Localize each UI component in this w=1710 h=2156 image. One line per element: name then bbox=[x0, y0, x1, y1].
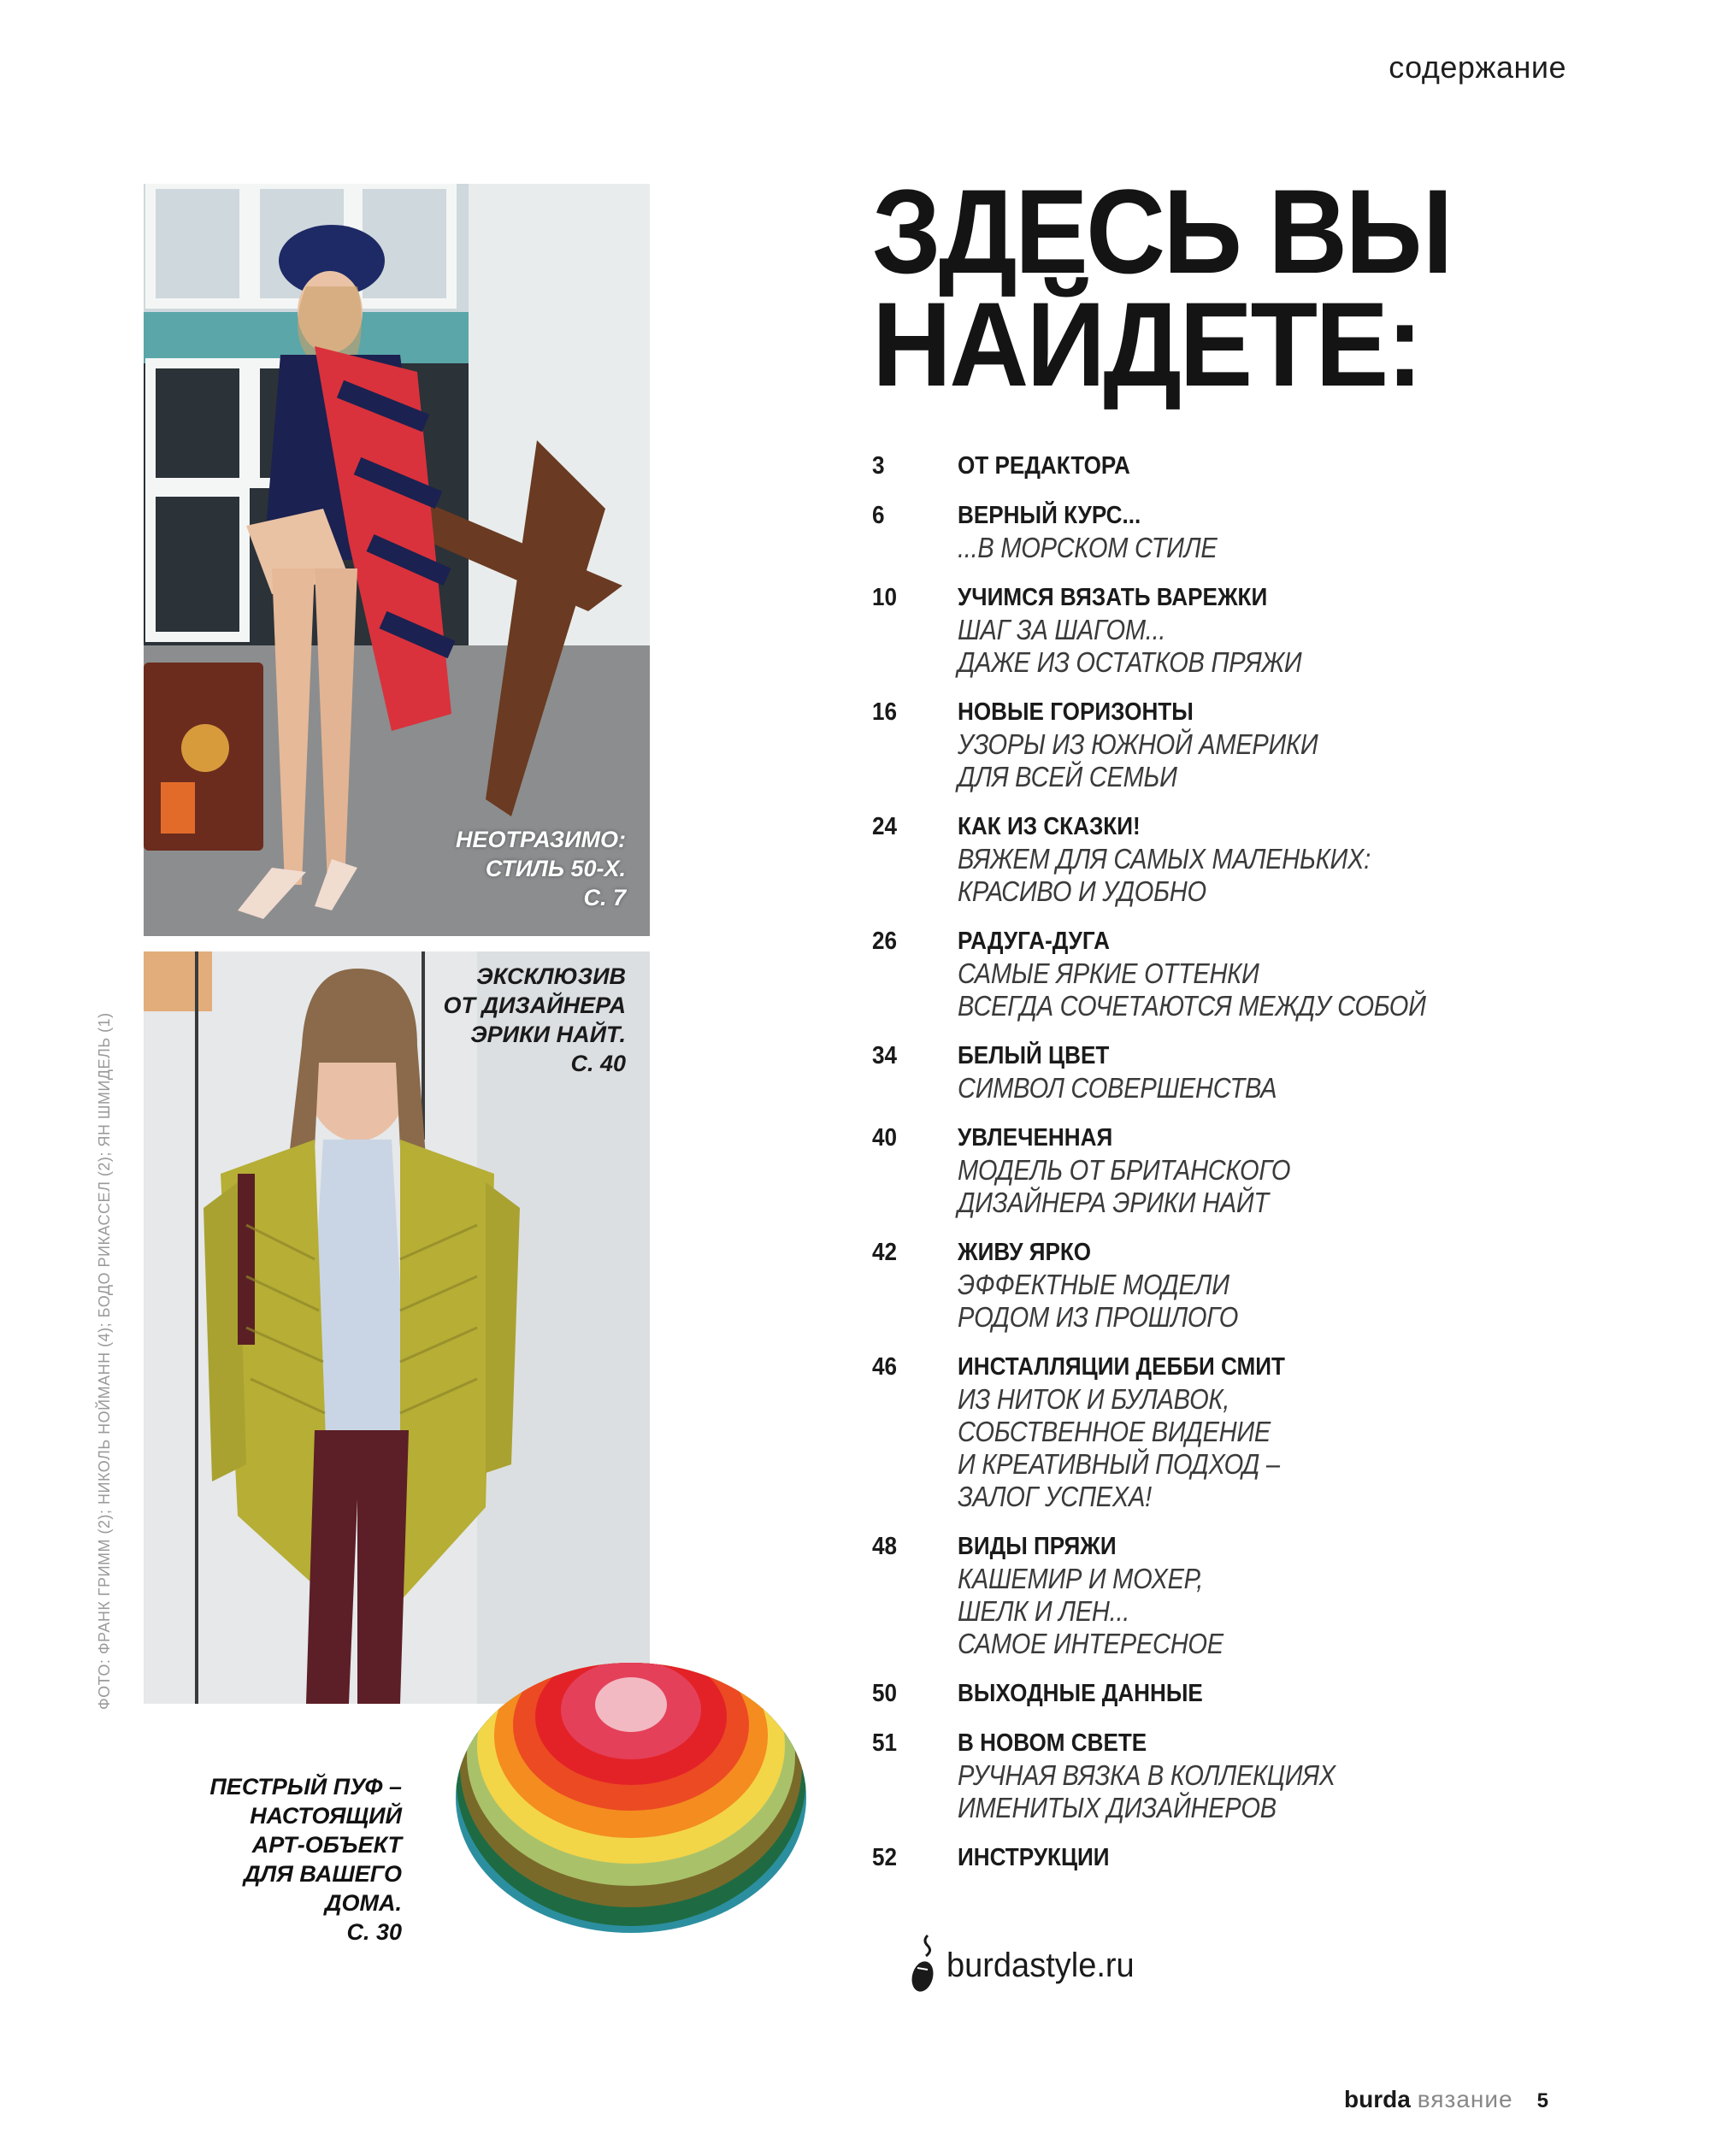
toc-subtitle: ВЯЖЕМ ДЛЯ САМЫХ МАЛЕНЬКИХ: bbox=[958, 843, 1371, 875]
toc-entry-body bbox=[958, 581, 1642, 679]
caption-page-ref: С. 7 bbox=[583, 885, 626, 910]
toc-entry-body bbox=[958, 1122, 1642, 1219]
toc-title: ИНСТАЛЛЯЦИИ ДЕББИ СМИТ bbox=[958, 1353, 1285, 1381]
toc-item[interactable] bbox=[872, 1677, 1642, 1710]
toc-subtitle: И КРЕАТИВНЫЙ ПОДХОД – bbox=[958, 1448, 1280, 1480]
photo-woman-beret-scarf bbox=[144, 184, 650, 936]
photo-woman-green-cardigan bbox=[144, 951, 650, 1704]
toc-page-number: 3 bbox=[872, 452, 885, 480]
toc-title: РАДУГА-ДУГА bbox=[958, 928, 1110, 955]
page-title bbox=[872, 164, 1451, 411]
caption-page-ref: С. 40 bbox=[570, 1051, 626, 1076]
toc-subtitle: ИЗ НИТОК И БУЛАВОК, bbox=[958, 1383, 1230, 1415]
toc-entry-body bbox=[958, 450, 1642, 482]
toc-item[interactable] bbox=[872, 581, 1642, 679]
toc-subtitle: ИМЕНИТЫХ ДИЗАЙНЕРОВ bbox=[958, 1792, 1277, 1823]
toc-entry-body bbox=[958, 810, 1642, 908]
toc-title: В НОВОМ СВЕТЕ bbox=[958, 1729, 1147, 1757]
caption-line: ЭРИКИ НАЙТ. bbox=[470, 1022, 626, 1047]
toc-page-number: 52 bbox=[872, 1844, 898, 1871]
toc-title: УВЛЕЧЕННАЯ bbox=[958, 1124, 1113, 1152]
toc-page-number: 34 bbox=[872, 1042, 898, 1069]
toc-page-number: 51 bbox=[872, 1729, 898, 1757]
toc-entry-body bbox=[958, 1530, 1642, 1660]
pouf-illustration bbox=[451, 1657, 811, 1935]
toc-subtitle: РУЧНАЯ ВЯЗКА В КОЛЛЕКЦИЯХ bbox=[958, 1759, 1336, 1791]
toc-page-number: 40 bbox=[872, 1124, 898, 1152]
caption-line: АРТ-ОБЪЕКТ bbox=[251, 1832, 402, 1858]
toc-title: ВЕРНЫЙ КУРС... bbox=[958, 502, 1141, 529]
section-label: содержание bbox=[1389, 50, 1566, 85]
toc-item[interactable] bbox=[872, 450, 1642, 482]
toc-subtitle: ДЛЯ ВСЕЙ СЕМЬИ bbox=[958, 761, 1177, 792]
toc-page-number: 10 bbox=[872, 584, 898, 611]
photo-illustration bbox=[144, 184, 650, 936]
page-number: 5 bbox=[1536, 2089, 1548, 2112]
toc-title: ИНСТРУКЦИИ bbox=[958, 1844, 1110, 1871]
toc-subtitle: ЗАЛОГ УСПЕХА! bbox=[958, 1481, 1152, 1512]
toc-entry-body bbox=[958, 1236, 1642, 1334]
caption-line: ОТ ДИЗАЙНЕРА bbox=[443, 993, 626, 1018]
page-footer bbox=[1344, 2086, 1548, 2113]
toc-subtitle: ДИЗАЙНЕРА ЭРИКИ НАЙТ bbox=[958, 1187, 1269, 1218]
toc-subtitle: ...В МОРСКОМ СТИЛЕ bbox=[958, 532, 1218, 563]
toc-entry-body bbox=[958, 1040, 1642, 1105]
toc-subtitle: САМОЕ ИНТЕРЕСНОЕ bbox=[958, 1628, 1224, 1659]
toc-subtitle: ЭФФЕКТНЫЕ МОДЕЛИ bbox=[958, 1269, 1229, 1300]
toc-item[interactable] bbox=[872, 925, 1642, 1022]
photo-caption-2 bbox=[444, 962, 627, 1078]
toc-subtitle: УЗОРЫ ИЗ ЮЖНОЙ АМЕРИКИ bbox=[958, 728, 1318, 760]
toc-subtitle: РОДОМ ИЗ ПРОШЛОГО bbox=[958, 1301, 1239, 1333]
toc-page-number: 42 bbox=[872, 1239, 898, 1266]
toc-subtitle: СОБСТВЕННОЕ ВИДЕНИЕ bbox=[958, 1416, 1271, 1447]
toc-entry-body bbox=[958, 1841, 1642, 1874]
toc-subtitle: ШЕЛК И ЛЕН... bbox=[958, 1595, 1130, 1627]
toc-title: ОТ РЕДАКТОРА bbox=[958, 452, 1130, 480]
toc-item[interactable] bbox=[872, 1236, 1642, 1334]
toc-item[interactable] bbox=[872, 1841, 1642, 1874]
caption-page-ref: С. 30 bbox=[346, 1919, 402, 1945]
toc-title: НОВЫЕ ГОРИЗОНТЫ bbox=[958, 698, 1194, 726]
caption-line: ДЛЯ ВАШЕГО bbox=[244, 1861, 402, 1887]
toc-item[interactable] bbox=[872, 1351, 1642, 1513]
toc-item[interactable] bbox=[872, 1530, 1642, 1660]
caption-line: СТИЛЬ 50-Х. bbox=[485, 856, 626, 881]
caption-line: ПЕСТРЫЙ ПУФ – bbox=[209, 1774, 402, 1800]
photo-credits: ФОТО: ФРАНК ГРИММ (2); НИКОЛЬ НОЙМАНН (4); БОДО РИКАССЕЛ (2); ЯН ШМИДЕЛЬ (1) bbox=[96, 1012, 113, 1710]
table-of-contents bbox=[872, 450, 1642, 1891]
toc-entry-body bbox=[958, 1351, 1642, 1513]
caption-line: НАСТОЯЩИЙ bbox=[250, 1803, 402, 1829]
caption-line: ЭКСКЛЮЗИВ bbox=[476, 963, 626, 989]
toc-page-number: 46 bbox=[872, 1353, 898, 1381]
toc-page-number: 6 bbox=[872, 502, 885, 529]
toc-page-number: 16 bbox=[872, 698, 898, 726]
toc-title: ВЫХОДНЫЕ ДАННЫЕ bbox=[958, 1680, 1203, 1707]
toc-item[interactable] bbox=[872, 1122, 1642, 1219]
toc-page-number: 26 bbox=[872, 928, 898, 955]
toc-item[interactable] bbox=[872, 696, 1642, 793]
toc-subtitle: ДАЖЕ ИЗ ОСТАТКОВ ПРЯЖИ bbox=[958, 646, 1302, 678]
toc-subtitle: ШАГ ЗА ШАГОМ... bbox=[958, 614, 1166, 645]
toc-entry-body bbox=[958, 1677, 1642, 1710]
toc-page-number: 48 bbox=[872, 1533, 898, 1560]
toc-entry-body bbox=[958, 925, 1642, 1022]
toc-title: КАК ИЗ СКАЗКИ! bbox=[958, 813, 1141, 840]
toc-subtitle: МОДЕЛЬ ОТ БРИТАНСКОГО bbox=[958, 1154, 1291, 1186]
caption-line: ДОМА. bbox=[325, 1890, 402, 1916]
page-title-line-1: ЗДЕСЬ ВЫ bbox=[872, 164, 1451, 298]
website-label[interactable]: burdastyle.ru bbox=[946, 1947, 1135, 1984]
toc-item[interactable] bbox=[872, 1040, 1642, 1105]
toc-entry-body bbox=[958, 696, 1642, 793]
toc-entry-body bbox=[958, 499, 1642, 564]
mouse-icon bbox=[911, 1934, 936, 1998]
toc-item[interactable] bbox=[872, 810, 1642, 908]
page-title-line-2: НАЙДЕТЕ: bbox=[872, 277, 1421, 411]
photo-rainbow-pouf bbox=[451, 1657, 811, 1935]
toc-item[interactable] bbox=[872, 1727, 1642, 1824]
toc-title: УЧИМСЯ ВЯЗАТЬ ВАРЕЖКИ bbox=[958, 584, 1268, 611]
toc-page-number: 24 bbox=[872, 813, 898, 840]
toc-title: ЖИВУ ЯРКО bbox=[958, 1239, 1092, 1266]
footer-brand: burda bbox=[1344, 2086, 1411, 2112]
toc-subtitle: СИМВОЛ СОВЕРШЕНСТВА bbox=[958, 1072, 1277, 1104]
photo-caption-1 bbox=[456, 825, 626, 912]
toc-subtitle: ВСЕГДА СОЧЕТАЮТСЯ МЕЖДУ СОБОЙ bbox=[958, 990, 1426, 1022]
website-link[interactable] bbox=[911, 1934, 1144, 1998]
toc-item[interactable] bbox=[872, 499, 1642, 564]
toc-title: ВИДЫ ПРЯЖИ bbox=[958, 1533, 1117, 1560]
pouf-caption bbox=[154, 1772, 402, 1947]
toc-title: БЕЛЫЙ ЦВЕТ bbox=[958, 1042, 1110, 1069]
toc-subtitle: КРАСИВО И УДОБНО bbox=[958, 875, 1206, 907]
toc-subtitle: САМЫЕ ЯРКИЕ ОТТЕНКИ bbox=[958, 957, 1259, 989]
toc-subtitle: КАШЕМИР И МОХЕР, bbox=[958, 1563, 1204, 1594]
caption-line: НЕОТРАЗИМО: bbox=[455, 827, 626, 852]
toc-page-number: 50 bbox=[872, 1680, 898, 1707]
footer-magazine: вязание bbox=[1417, 2086, 1513, 2112]
toc-entry-body bbox=[958, 1727, 1642, 1824]
